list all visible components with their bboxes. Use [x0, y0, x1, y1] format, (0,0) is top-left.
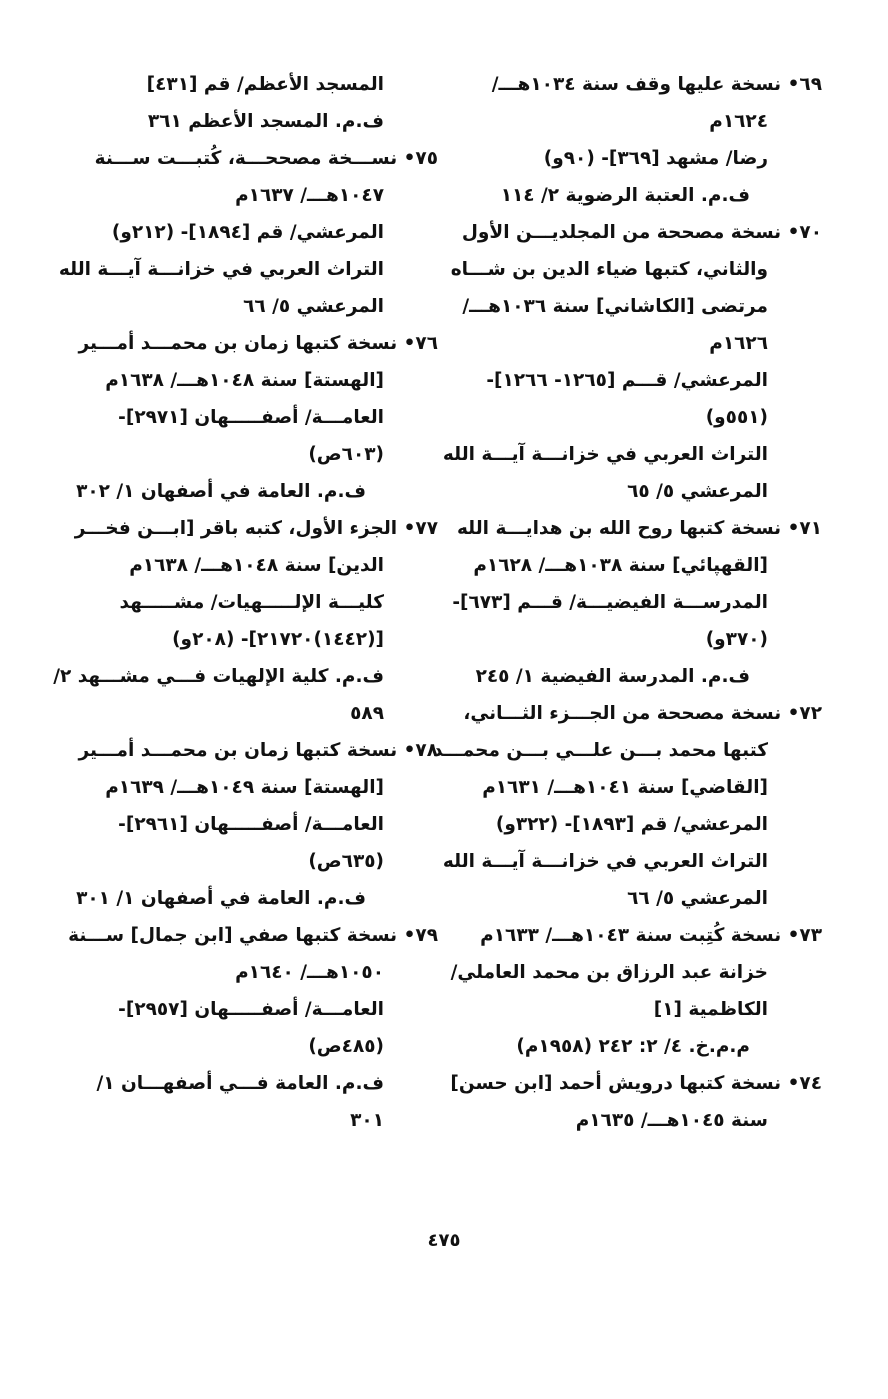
entry-69 — [470, 66, 822, 214]
entry-line: (٦٠٣ص) — [308, 444, 384, 465]
entry-72 — [433, 695, 822, 917]
entry-line: [القهپائي] سنة ١٠٣٨هـــ/ ١٦٢٨م — [473, 555, 768, 576]
entry-line: الكاظمية [١] — [653, 999, 768, 1020]
entry-line: رضا/ مشهد [٣٦٩]- (٩٠و) — [543, 148, 768, 169]
entry-line: المرعشي ٥/ ٦٦ — [627, 888, 768, 909]
entry-line: ٧٠• نسخة مصححة من المجلديـــن الأول — [461, 222, 822, 243]
entry-line: ٥٨٩ — [350, 703, 384, 724]
entry-line: ف.م. المدرسة الفيضية ١/ ٢٤٥ — [475, 666, 750, 687]
entry-line: ١٠٥٠هـــ/ ١٦٤٠م — [235, 962, 384, 983]
entry-line: التراث العربي في خزانـــة آيـــة الله — [58, 259, 384, 280]
entry-line: سنة ١٠٤٥هـــ/ ١٦٣٥م — [575, 1110, 768, 1131]
entry-76 — [76, 325, 438, 510]
entry-line: م.م.خ. ٤/ ٢: ٢٤٢ (١٩٥٨م) — [516, 1036, 750, 1057]
entry-78 — [76, 732, 438, 917]
entry-line: ٧٢• نسخة مصححة من الجـــزء الثـــاني، — [463, 703, 822, 724]
entry-line: العامـــة/ أصفـــــهان [٢٩٥٧]- — [118, 999, 384, 1020]
entry-line: ف.م. المسجد الأعظم ٣٦١ — [147, 111, 384, 132]
entry-line: (٤٨٥ص) — [308, 1036, 384, 1057]
entry-line: ف.م. العامة في أصفهان ١/ ٣٠١ — [76, 888, 366, 909]
entry-73 — [450, 917, 822, 1065]
entry-line: ٧٦• نسخة كتبها زمان بن محمـــد أمـــير — [78, 333, 438, 354]
entry-line: ١٦٢٤م — [709, 111, 768, 132]
entry-line: ٧٩• نسخة كتبها صفي [ابن جمال] ســـنة — [68, 925, 438, 946]
entry-line: المسجد الأعظم/ قم [٤٣١] — [146, 74, 384, 95]
entry-line: ٧١• نسخة كتبها روح الله بن هدايـــة الله — [456, 518, 822, 539]
entry-line: ف.م. العتبة الرضوية ٢/ ١١٤ — [500, 185, 750, 206]
entry-line: والثاني، كتبها ضياء الدين بن شـــاه — [450, 259, 768, 280]
entry-line: ٦٩• نسخة عليها وقف سنة ١٠٣٤هـــ/ — [491, 74, 822, 95]
right-column — [433, 66, 822, 1139]
entry-line: كتبها محمد بـــن علـــي بـــن محمـــد — [433, 740, 768, 761]
entry-line: (٣٧٠و) — [705, 629, 768, 650]
entry-line: المرعشي/ قم [١٨٩٣]- (٣٢٢و) — [495, 814, 768, 835]
entry-75 — [58, 140, 438, 325]
entry-line: ف.م. العامة في أصفهان ١/ ٣٠٢ — [76, 481, 366, 502]
entry-line: ٧٤• نسخة كتبها درويش أحمد [ابن حسن] — [450, 1073, 822, 1094]
entry-line: المرعشي/ قم [١٨٩٤]- (٢١٢و) — [111, 222, 384, 243]
entry-74-continued — [92, 66, 438, 140]
entry-line: ١٠٤٧هـــ/ ١٦٣٧م — [235, 185, 384, 206]
entry-line: التراث العربي في خزانـــة آيـــة الله — [442, 444, 768, 465]
entry-line: ف.م. كلية الإلهيات فـــي مشـــهد ٢/ — [53, 666, 384, 687]
entry-line: (٥٥١و) — [705, 407, 768, 428]
entry-line: ٧٧• الجزء الأول، كتبه باقر [ابـــن فخـــر — [74, 518, 438, 539]
entry-line: التراث العربي في خزانـــة آيـــة الله — [442, 851, 768, 872]
entry-line: خزانة عبد الرزاق بن محمد العاملي/ — [450, 962, 768, 983]
entry-77 — [53, 510, 438, 732]
left-column — [53, 66, 438, 1139]
entry-line: ١٦٢٦م — [709, 333, 768, 354]
entry-line: الدين] سنة ١٠٤٨هـــ/ ١٦٣٨م — [129, 555, 384, 576]
entry-line: ف.م. العامة فـــي أصفهـــان ١/ — [96, 1073, 384, 1094]
entry-line: [القاضي] سنة ١٠٤١هـــ/ ١٦٣١م — [482, 777, 768, 798]
entry-line: [الهستة] سنة ١٠٤٩هـــ/ ١٦٣٩م — [105, 777, 384, 798]
entry-line: [(١٤٤٢)٢١٧٢٠]- (٢٠٨و) — [172, 629, 384, 650]
entry-line: [الهستة] سنة ١٠٤٨هـــ/ ١٦٣٨م — [105, 370, 384, 391]
entry-line: العامـــة/ أصفـــــهان [٢٩٦١]- — [118, 814, 384, 835]
entry-line: ٧٨• نسخة كتبها زمان بن محمـــد أمـــير — [78, 740, 438, 761]
entry-70 — [442, 214, 822, 510]
entry-line: ٣٠١ — [350, 1110, 384, 1131]
entry-line: المرعشي/ قـــم [١٢٦٥- ١٢٦٦]- — [486, 370, 768, 391]
entry-74 — [450, 1065, 822, 1139]
entry-line: المرعشي ٥/ ٦٦ — [243, 296, 384, 317]
entry-71 — [452, 510, 822, 695]
entry-line: مرتضى [الكاشاني] سنة ١٠٣٦هـــ/ — [462, 296, 768, 317]
entry-line: (٦٣٥ص) — [308, 851, 384, 872]
page-number: ٤٧٥ — [427, 1230, 461, 1251]
entry-line: ٧٥• نســـخة مصححـــة، كُتبـــت ســـنة — [94, 148, 438, 169]
entry-79 — [68, 917, 438, 1139]
entry-line: كليـــة الإلـــــهيات/ مشـــــهد — [119, 592, 384, 613]
entry-line: العامـــة/ أصفـــــهان [٢٩٧١]- — [118, 407, 384, 428]
entry-line: المرعشي ٥/ ٦٥ — [627, 481, 768, 502]
entry-line: المدرســـة الفيضيـــة/ قـــم [٦٧٣]- — [452, 592, 768, 613]
entry-line: ٧٣• نسخة كُتِبت سنة ١٠٤٣هـــ/ ١٦٣٣م — [480, 925, 822, 946]
